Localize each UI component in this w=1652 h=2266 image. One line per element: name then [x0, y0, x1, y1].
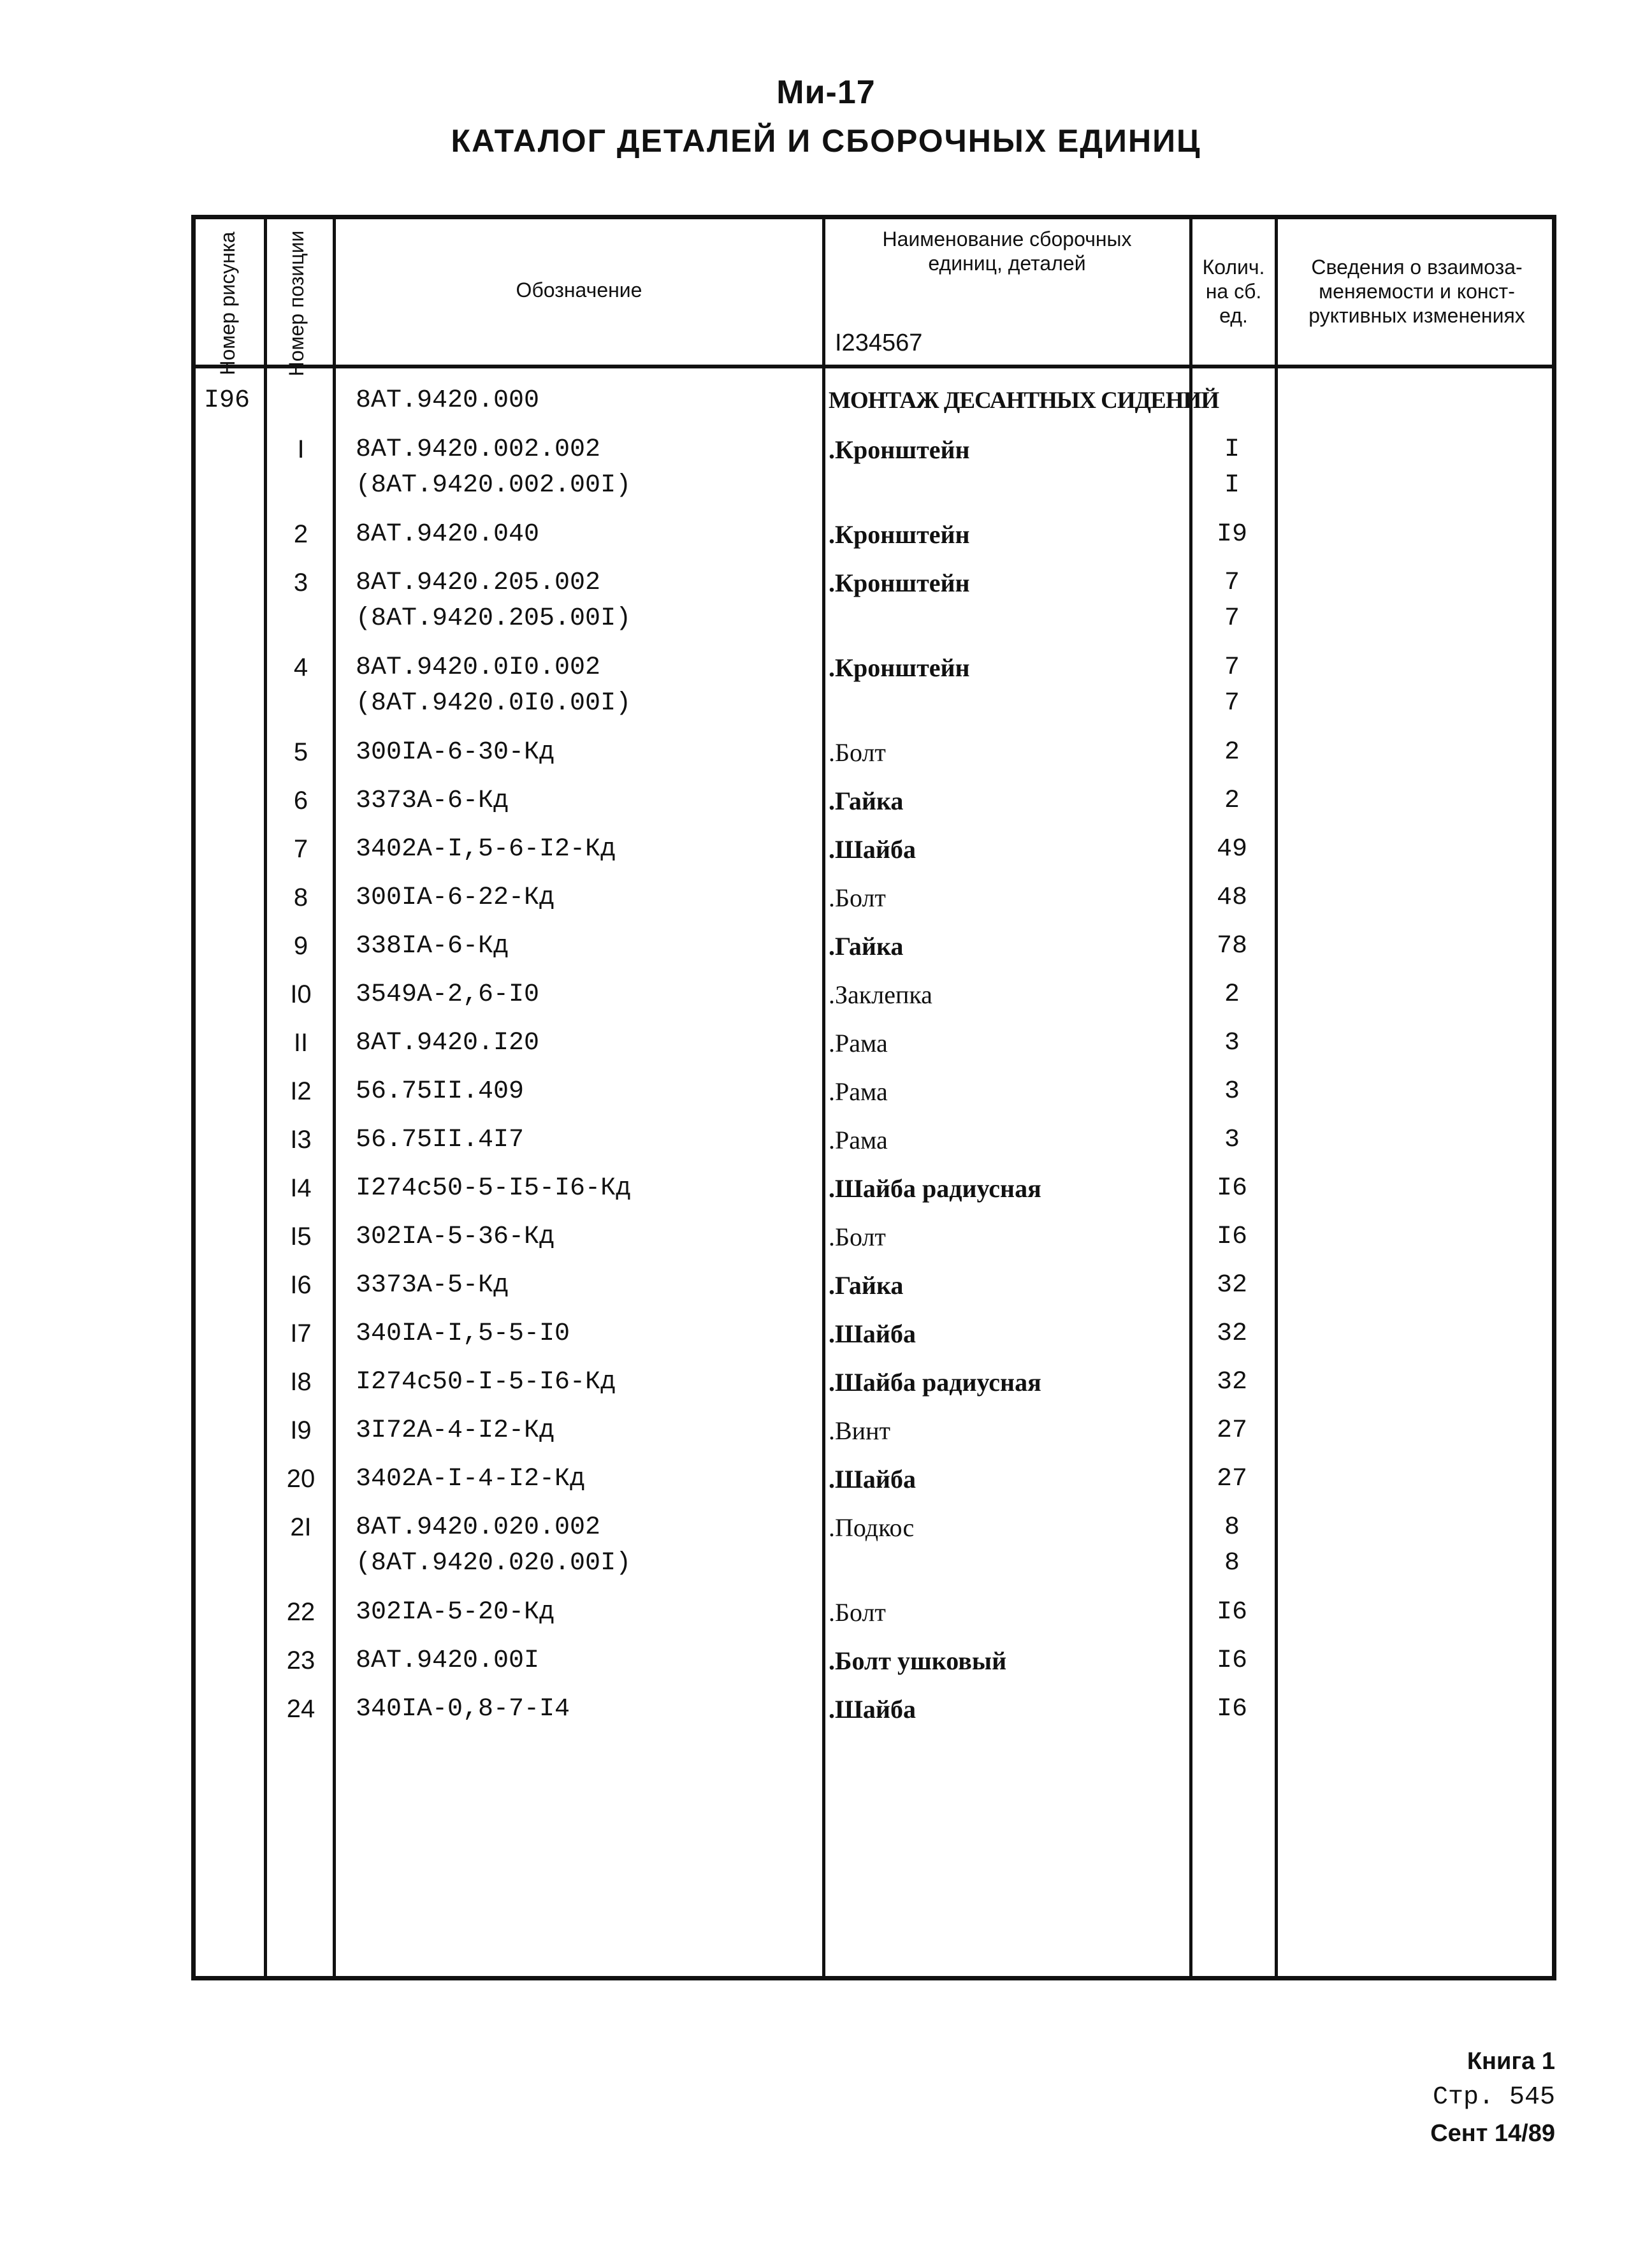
- row-designation: I274c50-I-5-I6-Кд: [356, 1368, 616, 1397]
- row-name: .Шайба: [829, 1695, 916, 1724]
- column-divider: [822, 215, 825, 1980]
- row-name: .Заклепка: [829, 980, 932, 1009]
- row-quantity: 3: [1224, 1126, 1240, 1154]
- row-quantity: 49: [1216, 835, 1247, 864]
- row-quantity: 27: [1216, 1416, 1247, 1445]
- row-position: 20: [286, 1465, 315, 1493]
- row-position: I2: [290, 1077, 312, 1105]
- row-designation: 3402A-I,5-6-I2-Кд: [356, 835, 616, 864]
- row-designation: 56.75II.4I7: [356, 1126, 525, 1154]
- row-quantity: 8: [1224, 1513, 1240, 1542]
- row-name: .Гайка: [829, 1271, 904, 1300]
- row-quantity: 27: [1216, 1465, 1247, 1493]
- row-position: 22: [286, 1598, 315, 1626]
- row-quantity: 2: [1224, 980, 1240, 1009]
- row-position: I9: [290, 1416, 312, 1444]
- column-divider: [1275, 215, 1278, 1980]
- row-position: 4: [293, 653, 308, 681]
- header-notes: Сведения о взаимоза- меняемости и конст- руктивных изменениях: [1308, 256, 1525, 327]
- figure-number: I96: [204, 386, 250, 415]
- row-position: 6: [293, 787, 308, 815]
- row-quantity: 2: [1224, 787, 1240, 815]
- row-position: 2: [293, 520, 308, 548]
- row-quantity: I: [1224, 471, 1240, 500]
- row-position: I3: [290, 1126, 312, 1154]
- row-name: .Болт: [829, 1598, 886, 1627]
- row-quantity: 7: [1224, 689, 1240, 718]
- row-designation: 8AT.9420.205.002: [356, 569, 601, 597]
- row-designation: 3402A-I-4-I2-Кд: [356, 1465, 586, 1493]
- row-designation: (8AT.9420.205.00I): [356, 604, 632, 633]
- row-designation: 3I72A-4-I2-Кд: [356, 1416, 555, 1445]
- row-name: .Рама: [829, 1029, 888, 1057]
- header-position-no: Номер позиции: [285, 230, 308, 377]
- row-designation: 300IA-6-22-Кд: [356, 883, 555, 912]
- row-designation: 340IA-I,5-5-I0: [356, 1319, 570, 1348]
- row-position: 9: [293, 932, 308, 960]
- row-designation: 8AT.9420.020.002: [356, 1513, 601, 1542]
- row-name: .Шайба: [829, 1319, 916, 1348]
- row-quantity: I6: [1216, 1223, 1247, 1251]
- row-designation: 302IA-5-20-Кд: [356, 1598, 555, 1627]
- row-quantity: I6: [1216, 1598, 1247, 1627]
- row-name: .Рама: [829, 1126, 888, 1154]
- row-quantity: 48: [1216, 883, 1247, 912]
- row-designation: 3549A-2,6-I0: [356, 980, 540, 1009]
- row-designation: 338IA-6-Кд: [356, 932, 509, 961]
- row-position: I5: [290, 1223, 312, 1251]
- row-name: .Подкос: [829, 1513, 915, 1542]
- header-divider: [191, 365, 1556, 368]
- row-designation: (8AT.9420.002.00I): [356, 471, 632, 500]
- header-name: Наименование сборочных единиц, деталей: [882, 228, 1132, 275]
- row-quantity: I6: [1216, 1174, 1247, 1203]
- row-position: I7: [290, 1319, 312, 1347]
- row-name: .Шайба радиусная: [829, 1174, 1041, 1203]
- row-position: I4: [290, 1174, 312, 1202]
- row-name: .Винт: [829, 1416, 890, 1445]
- document-title-model: Ми-17: [776, 74, 876, 111]
- row-designation: (8AT.9420.020.00I): [356, 1549, 632, 1578]
- row-designation: 8AT.9420.0I0.002: [356, 653, 601, 682]
- row-position: 7: [293, 835, 308, 863]
- row-designation: 56.75II.409: [356, 1077, 525, 1106]
- row-quantity: 2: [1224, 738, 1240, 767]
- footer-date: Сент 14/89: [1430, 2120, 1555, 2147]
- row-designation: I274c50-5-I5-I6-Кд: [356, 1174, 632, 1203]
- row-position: 5: [293, 738, 308, 766]
- row-quantity: 32: [1216, 1271, 1247, 1300]
- row-quantity: 32: [1216, 1368, 1247, 1397]
- row-quantity: I6: [1216, 1646, 1247, 1675]
- row-designation: 8AT.9420.I20: [356, 1029, 540, 1057]
- row-quantity: 3: [1224, 1077, 1240, 1106]
- row-position: I: [297, 435, 305, 463]
- row-position: II: [293, 1029, 308, 1057]
- header-designation: Обозначение: [516, 279, 642, 301]
- footer-page: Стр. 545: [1432, 2083, 1555, 2112]
- row-position: 8: [293, 883, 308, 911]
- row-name: .Гайка: [829, 787, 904, 815]
- row-name: .Болт: [829, 1223, 886, 1251]
- row-quantity: 7: [1224, 604, 1240, 633]
- row-position: I6: [290, 1271, 312, 1299]
- row-name: .Кронштейн: [829, 520, 970, 549]
- row-name: .Кронштейн: [829, 653, 970, 682]
- row-name: .Шайба радиусная: [829, 1368, 1041, 1397]
- row-quantity: 7: [1224, 569, 1240, 597]
- row-designation: 8AT.9420.002.002: [356, 435, 601, 464]
- header-quantity: Колич. на сб. ед.: [1202, 256, 1265, 327]
- row-designation: 3373A-6-Кд: [356, 787, 509, 815]
- row-name: .Болт: [829, 738, 886, 767]
- row-designation: 300IA-6-30-Кд: [356, 738, 555, 767]
- row-quantity: I: [1224, 435, 1240, 464]
- row-quantity: I9: [1216, 520, 1247, 549]
- row-name: .Кронштейн: [829, 435, 970, 464]
- row-name: МОНТАЖ ДЕСАНТНЫХ СИДЕНИЙ: [829, 388, 1219, 414]
- row-designation: 8AT.9420.00I: [356, 1646, 540, 1675]
- header-figure-no: Номер рисунка: [216, 231, 239, 375]
- row-name: .Кронштейн: [829, 569, 970, 597]
- row-name: .Шайба: [829, 1465, 916, 1493]
- document-title-catalog: КАТАЛОГ ДЕТАЛЕЙ И СБОРОЧНЫХ ЕДИНИЦ: [451, 123, 1201, 159]
- row-position: 24: [286, 1695, 315, 1723]
- row-name: .Шайба: [829, 835, 916, 864]
- row-quantity: 7: [1224, 653, 1240, 682]
- row-quantity: 32: [1216, 1319, 1247, 1348]
- row-designation: 302IA-5-36-Кд: [356, 1223, 555, 1251]
- row-designation: (8AT.9420.0I0.00I): [356, 689, 632, 718]
- row-name: .Гайка: [829, 932, 904, 961]
- row-position: 23: [286, 1646, 315, 1674]
- row-position: 3: [293, 569, 308, 597]
- footer-book: Книга 1: [1467, 2048, 1555, 2075]
- row-quantity: 78: [1216, 932, 1247, 961]
- row-designation: 8AT.9420.040: [356, 520, 540, 549]
- row-quantity: 3: [1224, 1029, 1240, 1057]
- row-name: .Рама: [829, 1077, 888, 1106]
- row-quantity: 8: [1224, 1549, 1240, 1578]
- row-designation: 8AT.9420.000: [356, 386, 540, 415]
- row-name: .Болт ушковый: [829, 1646, 1007, 1675]
- row-name: .Болт: [829, 883, 886, 912]
- header-name-index: I234567: [835, 330, 923, 356]
- row-position: I0: [290, 980, 312, 1008]
- row-position: 2I: [290, 1513, 312, 1541]
- row-designation: 340IA-0,8-7-I4: [356, 1695, 570, 1724]
- row-quantity: I6: [1216, 1695, 1247, 1724]
- row-designation: 3373A-5-Кд: [356, 1271, 509, 1300]
- row-position: I8: [290, 1368, 312, 1396]
